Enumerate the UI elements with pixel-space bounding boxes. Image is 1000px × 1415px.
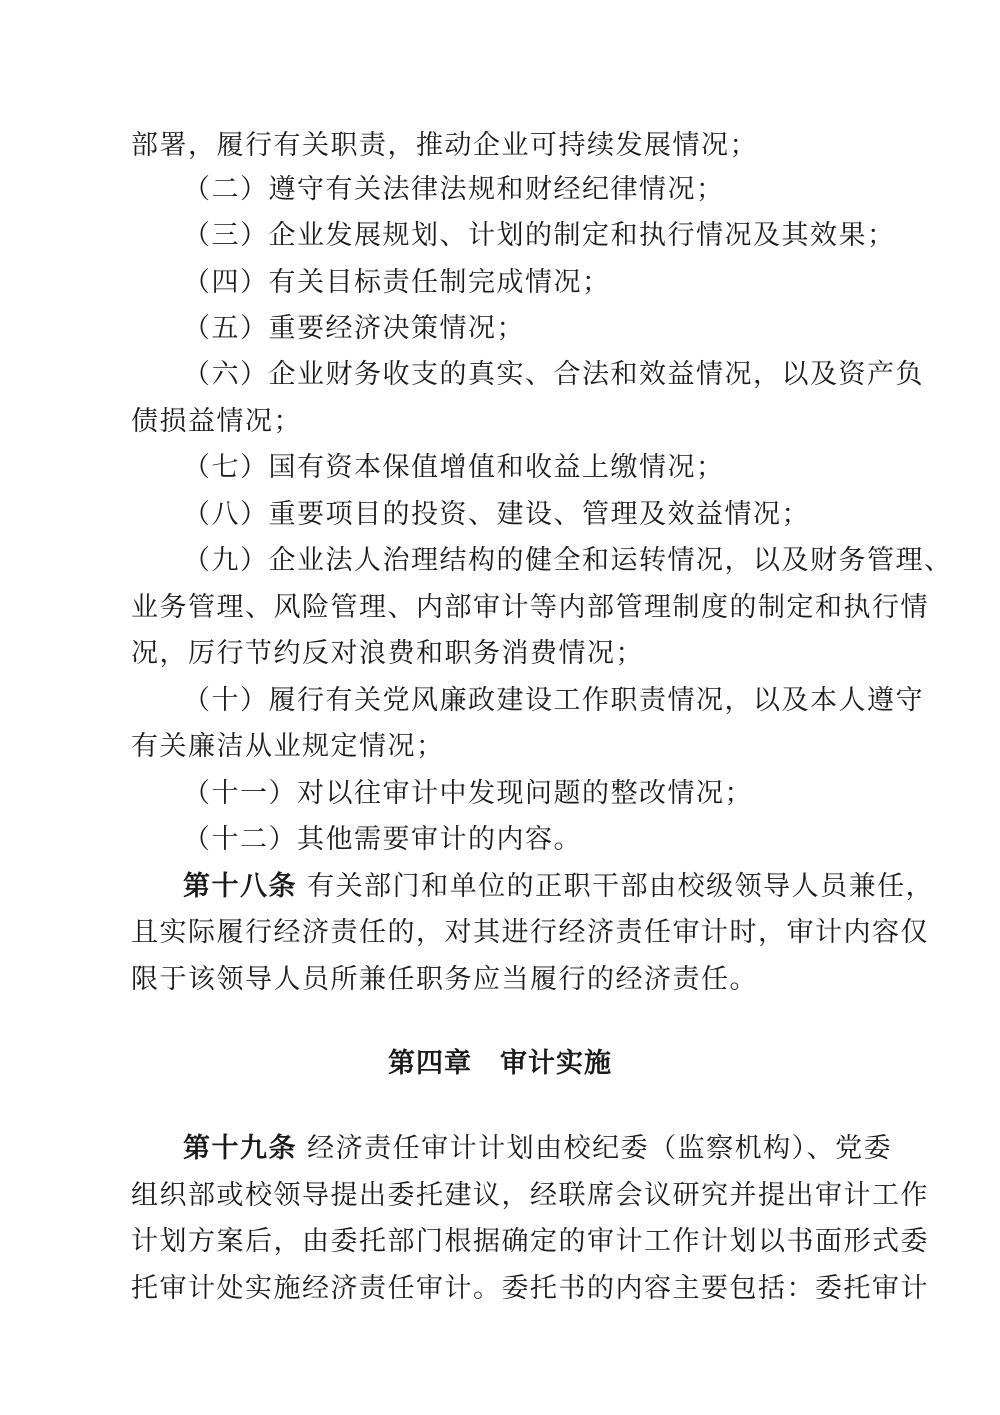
list-item: （十一）对以往审计中发现问题的整改情况； [183,778,753,809]
list-item: （十）履行有关党风廉政建设工作职责情况，以及本人遵守 [183,685,924,716]
list-item: （六）企业财务收支的真实、合法和效益情况，以及资产负 [183,359,924,390]
list-item: （八）重要项目的投资、建设、管理及效益情况； [183,499,810,530]
text-line: 部署，履行有关职责，推动企业可持续发展情况； [131,130,758,161]
text-line: 计划方案后，由委托部门根据确定的审计工作计划以书面形式委 [131,1226,929,1257]
text-line: 业务管理、风险管理、内部审计等内部管理制度的制定和执行情 [131,592,929,623]
list-item: （二）遵守有关法律法规和财经纪律情况； [183,174,725,205]
article-19-label: 第十九条 [183,1133,297,1164]
list-item: （七）国有资本保值增值和收益上缴情况； [183,452,725,483]
text-line: 且实际履行经济责任的，对其进行经济责任审计时，审计内容仅 [131,917,929,948]
article-19-paragraph [0,1131,1000,1167]
article-18-paragraph [0,869,1000,905]
text-line: 托审计处实施经济责任审计。委托书的内容主要包括：委托审计 [131,1273,929,1304]
list-item: （五）重要经济决策情况； [183,313,525,344]
text-line: 限于该领导人员所兼任职务应当履行的经济责任。 [131,964,758,995]
list-item: （九）企业法人治理结构的健全和运转情况，以及财务管理、 [183,545,953,576]
article-18-label: 第十八条 [183,871,297,902]
list-item: （四）有关目标责任制完成情况； [183,267,611,298]
text-line: 债损益情况； [131,406,302,437]
list-item: （十二）其他需要审计的内容。 [183,824,582,855]
list-item: （三）企业发展规划、计划的制定和执行情况及其效果； [183,220,896,251]
text-line: 组织部或校领导提出委托建议，经联席会议研究并提出审计工作 [131,1180,929,1211]
text-line: 经济责任审计计划由校纪委（监察机构）、党委 [307,1133,893,1164]
text-line: 况，厉行节约反对浪费和职务消费情况； [131,638,644,669]
text-line: 有关部门和单位的正职干部由校级领导人员兼任， [307,871,935,902]
text-line: 有关廉洁从业规定情况； [131,731,445,762]
chapter-heading: 第四章 审计实施 [388,1048,612,1079]
